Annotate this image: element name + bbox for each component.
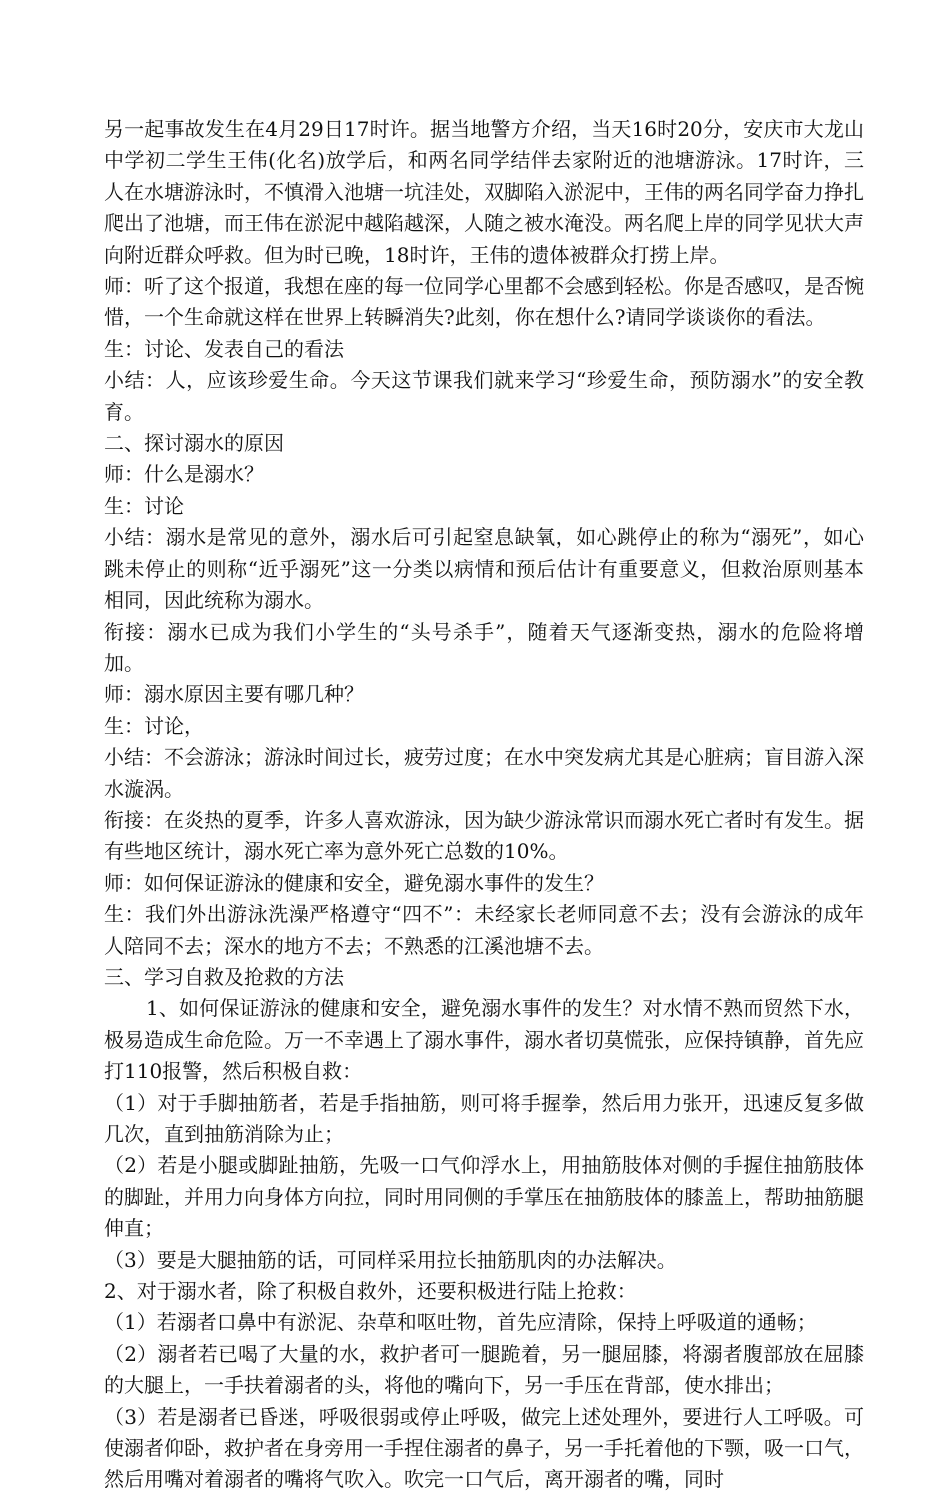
paragraph: 生：讨论 — [104, 493, 184, 518]
paragraph: （3）要是大腿抽筋的话，可同样采用拉长抽筋肌肉的办法解决。 — [104, 1247, 677, 1272]
section-heading: 三、学习自救及抢救的方法 — [104, 964, 344, 989]
paragraph: 师：溺水原因主要有哪几种？ — [104, 682, 364, 707]
paragraph: 生：讨论、发表自己的看法 — [104, 336, 344, 361]
paragraph: 衔接：在炎热的夏季，许多人喜欢游泳，因为缺少游泳常识而溺水死亡者时有发生。据有些地区统计，溺水死亡率为意外死亡总数的10%。 — [104, 807, 864, 864]
paragraph: （3）若是溺者已昏迷，呼吸很弱或停止呼吸，做完上述处理外，要进行人工呼吸。可使溺者仰卧，救护者在身旁用一手捏住溺者的鼻子，另一手托着他的下颚，吸一口气，然后用嘴对着溺者的嘴将气吹入。吹完一口气后，离开溺者的嘴，同时 — [104, 1404, 864, 1492]
paragraph: （1）若溺者口鼻中有淤泥、杂草和呕吐物，首先应清除，保持上呼吸道的通畅； — [104, 1310, 817, 1335]
paragraph: 生：讨论， — [104, 713, 204, 738]
paragraph: 师：如何保证游泳的健康和安全，避免溺水事件的发生？ — [104, 870, 604, 895]
paragraph: （2）溺者若已喝了大量的水，救护者可一腿跪着，另一腿屈膝，将溺者腹部放在屈膝的大腿上，一手扶着溺者的头，将他的嘴向下，另一手压在背部，使水排出； — [104, 1341, 864, 1398]
paragraph: 师：听了这个报道，我想在座的每一位同学心里都不会感到轻松。你是否感叹，是否惋惜，一个生命就这样在世界上转瞬消失?此刻，你在想什么?请同学谈谈你的看法。 — [104, 274, 864, 330]
document-page — [104, 114, 864, 1496]
paragraph: 师：什么是溺水？ — [104, 462, 264, 487]
paragraph: 生：我们外出游泳洗澡严格遵守“四不”：未经家长老师同意不去；没有会游泳的成年人陪同不去；深水的地方不去；不熟悉的江溪池塘不去。 — [104, 902, 864, 958]
section-heading: 二、探讨溺水的原因 — [104, 431, 284, 456]
paragraph: 另一起事故发生在4月29日17时许。据当地警方介绍，当天16时20分，安庆市大龙山中学初二学生王伟(化名)放学后，和两名同学结伴去家附近的池塘游泳。17时许，三人在水塘游泳时，不慎滑入池塘一坑洼处，双脚陷入淤泥中，王伟的两名同学奋力挣扎爬出了池塘，而王伟在淤泥中越陷越深，人随之被水淹没。两名爬上岸的同学见状大声向附近群众呼救。但为时已晚，18时许，王伟的遗体被群众打捞上岸。 — [104, 117, 864, 267]
paragraph: 衔接：溺水已成为我们小学生的“头号杀手”，随着天气逐渐变热，溺水的危险将增加。 — [104, 619, 864, 675]
paragraph: 1、如何保证游泳的健康和安全，避免溺水事件的发生？对水情不熟而贸然下水，极易造成生命危险。万一不幸遇上了溺水事件，溺水者切莫慌张，应保持镇静，首先应打110报警，然后积极自救： — [104, 996, 864, 1084]
paragraph: （2）若是小腿或脚趾抽筋，先吸一口气仰浮水上，用抽筋肢体对侧的手握住抽筋肢体的脚趾，并用力向身体方向拉，同时用同侧的手掌压在抽筋肢体的膝盖上，帮助抽筋腿伸直； — [104, 1153, 864, 1241]
paragraph: 小结：不会游泳；游泳时间过长，疲劳过度；在水中突发病尤其是心脏病；盲目游入深水漩涡。 — [104, 745, 864, 801]
paragraph: （1）对于手脚抽筋者，若是手指抽筋，则可将手握拳，然后用力张开，迅速反复多做几次，直到抽筋消除为止； — [104, 1090, 864, 1146]
paragraph: 2、对于溺水者，除了积极自救外，还要积极进行陆上抢救： — [104, 1279, 637, 1304]
paragraph: 小结：人，应该珍爱生命。今天这节课我们就来学习“珍爱生命，预防溺水”的安全教育。 — [104, 368, 864, 424]
paragraph: 小结：溺水是常见的意外，溺水后可引起窒息缺氧，如心跳停止的称为“溺死”，如心跳未停止的则称“近乎溺死”这一分类以病情和预后估计有重要意义，但救治原则基本相同，因此统称为溺水。 — [104, 525, 864, 613]
